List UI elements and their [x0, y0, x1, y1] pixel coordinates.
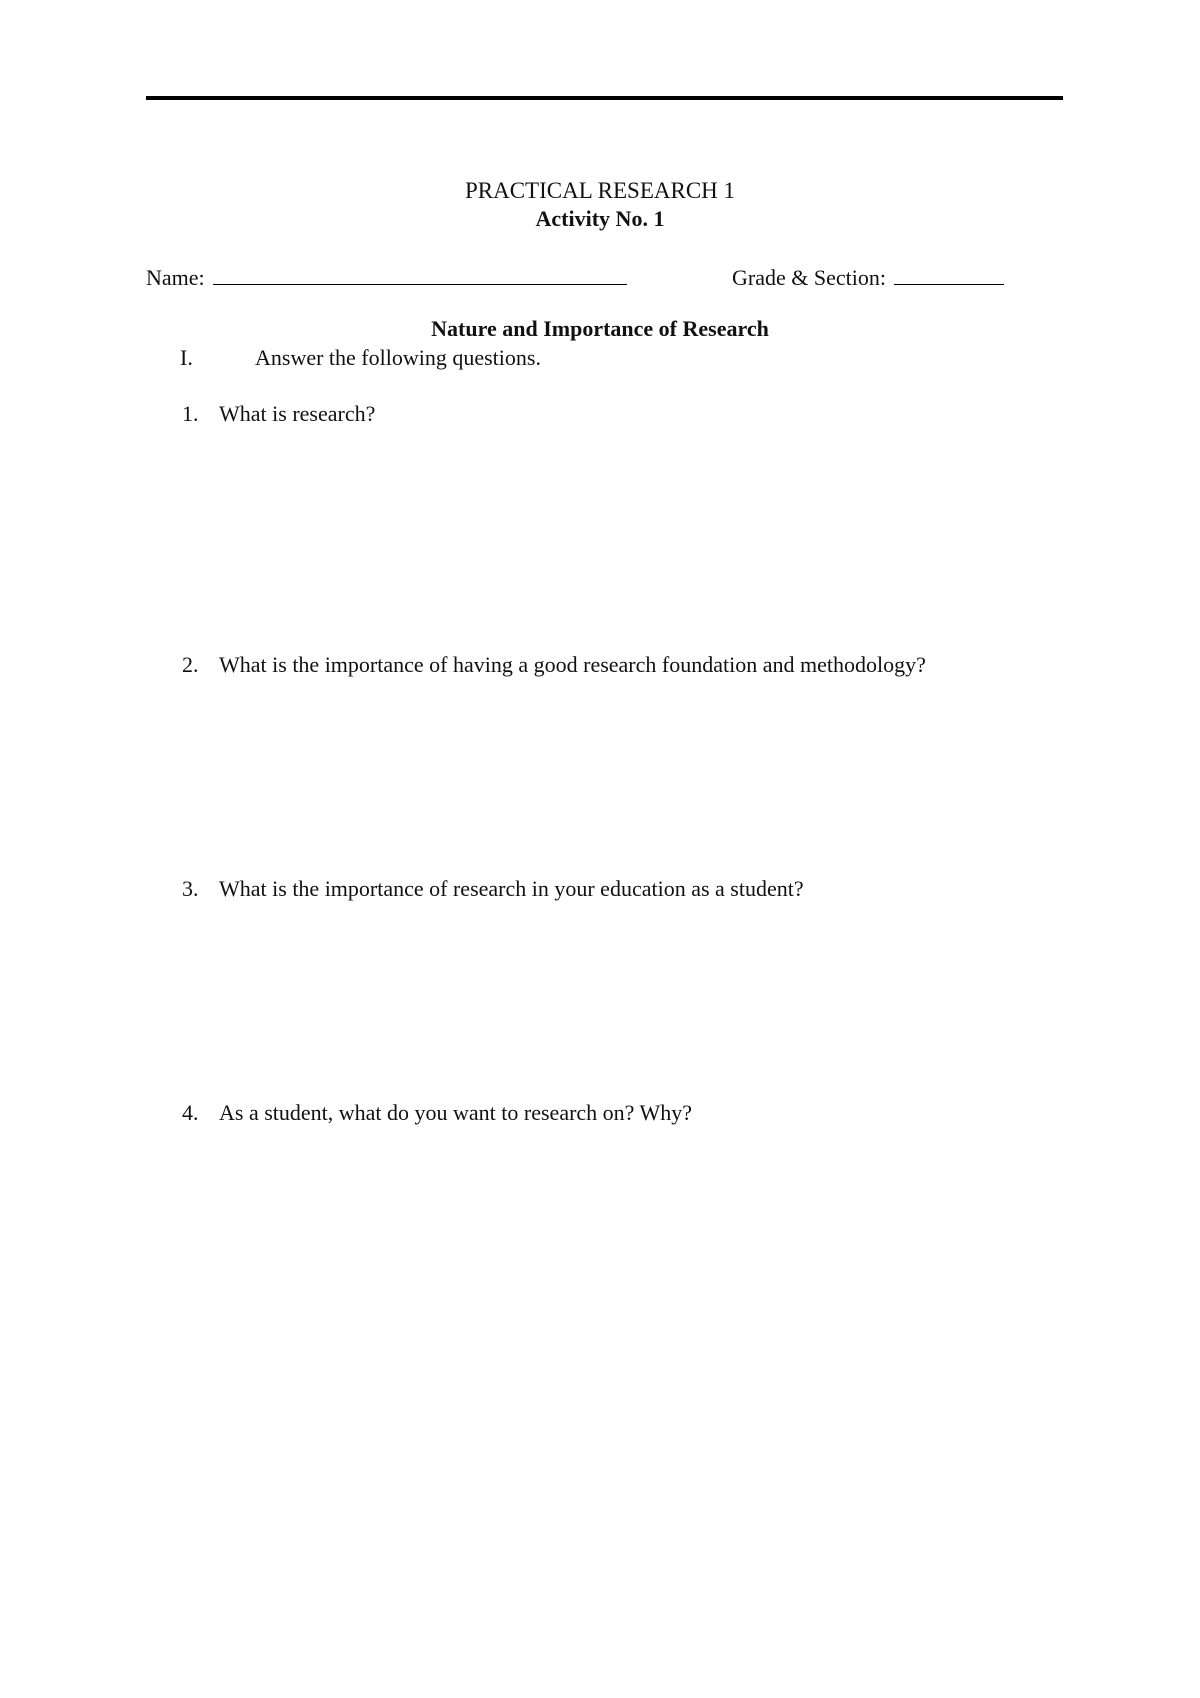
question-number: 4. [182, 1100, 199, 1125]
name-field [146, 262, 627, 291]
question-text: What is the importance of having a good research foundation and methodology? [219, 652, 926, 677]
question-text: What is the importance of research in your education as a student? [219, 876, 804, 901]
grade-section-field [732, 262, 1004, 291]
section-heading: Nature and Importance of Research [431, 316, 769, 341]
question-number: 2. [182, 652, 199, 677]
name-label: Name: [146, 265, 205, 290]
name-blank-line[interactable] [213, 262, 627, 285]
question-text: As a student, what do you want to research on? Why? [219, 1100, 693, 1125]
top-rule [146, 96, 1063, 100]
grade-section-label: Grade & Section: [732, 265, 886, 290]
instruction-text: Answer the following questions. [255, 345, 541, 370]
question-number: 3. [182, 876, 199, 901]
part-number: I. [180, 345, 193, 370]
question-number: 1. [182, 401, 199, 426]
document-title: PRACTICAL RESEARCH 1 [464, 178, 736, 203]
activity-number: Activity No. 1 [535, 206, 665, 231]
question-text: What is research? [219, 401, 376, 426]
grade-section-blank-line[interactable] [894, 262, 1004, 285]
